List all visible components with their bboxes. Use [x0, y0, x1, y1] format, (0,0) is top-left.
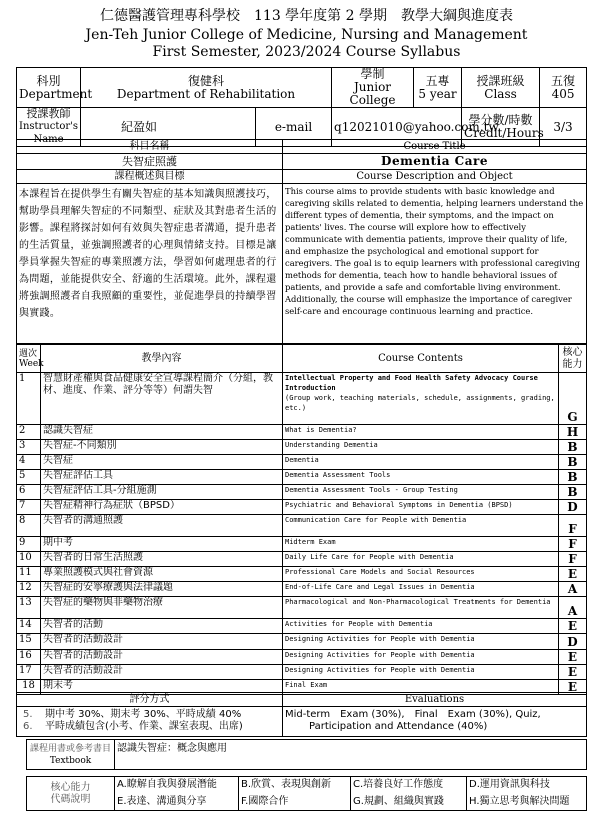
- schedule-rows: [17, 373, 587, 695]
- competency-code: F: [559, 515, 587, 537]
- week-number: 8: [17, 515, 41, 537]
- course-name-label: 科目名稱: [17, 140, 283, 154]
- header-title-zh: 仁德醫護管理專科學校 113 學年度第 2 學期 教學大綱與進度表: [100, 8, 513, 24]
- content-en: Designing Activities for People with Dementia: [283, 665, 559, 680]
- course-info-table: [16, 67, 587, 147]
- content-en: Dementia Assessment Tools: [283, 470, 559, 485]
- content-zh: 失智症的藥物與非藥物治療: [41, 597, 283, 619]
- competency-code: F: [559, 552, 587, 567]
- competency-header: 核心能力: [559, 345, 587, 373]
- content-en: Professional Care Models and Social Resources: [283, 567, 559, 582]
- competency-b: B.欣賞、表現與創新: [239, 777, 351, 794]
- competency-c: C.培養良好工作態度: [351, 777, 467, 794]
- content-en: Communication Care for People with Dementia: [283, 515, 559, 537]
- content-header-en: Course Contents: [283, 345, 559, 373]
- content-en: What is Dementia?: [283, 425, 559, 440]
- competency-codes-table: [26, 776, 587, 811]
- content-zh: 失智者的活動: [41, 619, 283, 634]
- textbook-table: [26, 739, 587, 770]
- schedule-row: [17, 373, 587, 425]
- content-en: Dementia: [283, 455, 559, 470]
- years-value: 五專 5 year: [414, 68, 462, 108]
- competency-e: E.表達、溝通與分享: [115, 794, 239, 811]
- schedule-row: [17, 634, 587, 650]
- week-number: 13: [17, 597, 41, 619]
- class-label: 授課班級 Class: [462, 68, 540, 108]
- header-college-en: Jen-Teh Junior College of Medicine, Nursing and Management: [85, 27, 528, 43]
- content-zh: 期末考: [41, 680, 283, 695]
- email-value: q12021010@yahoo.com.tw: [332, 108, 462, 147]
- content-en: Designing Activities for People with Dementia: [283, 650, 559, 665]
- week-number: 3: [17, 440, 41, 455]
- week-number: 7: [17, 500, 41, 515]
- competency-code: B: [559, 470, 587, 485]
- content-zh: 失智者的活動設計: [41, 650, 283, 665]
- week-number: 18: [17, 680, 41, 695]
- content-zh: 認識失智症: [41, 425, 283, 440]
- content-zh: 失智症的安寧療護與法律議題: [41, 582, 283, 597]
- week-number: 1: [17, 373, 41, 425]
- week-number: 5: [17, 470, 41, 485]
- credit-label: 學分數/時數 Credit/Hours: [462, 108, 540, 147]
- schedule-row: [17, 455, 587, 470]
- content-en: [283, 373, 559, 425]
- course-description-table: [16, 139, 587, 344]
- schedule-row: [17, 470, 587, 485]
- competency-h: H.獨立思考與解決問題: [467, 794, 587, 811]
- competency-code: A: [559, 597, 587, 619]
- competency-a: A.瞭解自我與發展潛能: [115, 777, 239, 794]
- schedule-row: [17, 485, 587, 500]
- week-number: 14: [17, 619, 41, 634]
- course-title-label: Course Title: [283, 140, 587, 154]
- competency-code: D: [559, 500, 587, 515]
- content-zh: 失智者的日常生活照護: [41, 552, 283, 567]
- schedule-row: [17, 650, 587, 665]
- grading-zh: 5. 期中考 30%、期末考 30%、平時成績 40% 6. 平時成績包含(小考、作業、課室表現、出席): [17, 707, 283, 737]
- dept-label: 科別 Department: [17, 68, 81, 108]
- schedule-row: [17, 425, 587, 440]
- content-zh: 失智症: [41, 455, 283, 470]
- schedule-row: [17, 597, 587, 619]
- competency-code: G: [559, 373, 587, 425]
- content-zh: 期中考: [41, 537, 283, 552]
- content-en: Activities for People with Dementia: [283, 619, 559, 634]
- schedule-row: [17, 552, 587, 567]
- week-number: 10: [17, 552, 41, 567]
- competency-code: B: [559, 485, 587, 500]
- grading-label-en: Evaluations: [283, 693, 587, 707]
- content-zh: 失智症-不同類別: [41, 440, 283, 455]
- class-value: 五復 405: [540, 68, 587, 108]
- competency-codes-label: 核心能力 代碼說明: [27, 777, 115, 811]
- competency-code: B: [559, 455, 587, 470]
- content-zh: 失智症評估工具-分組施測: [41, 485, 283, 500]
- textbook-label: 課程用書或參考書目 Textbook: [27, 740, 115, 770]
- week-number: 15: [17, 634, 41, 650]
- week-number: 9: [17, 537, 41, 552]
- system-label: 學制 Junior College: [332, 68, 414, 108]
- course-name-en: Dementia Care: [283, 154, 587, 170]
- content-zh: 失智者的活動設計: [41, 665, 283, 680]
- content-zh: 智慧財產權與食品健康安全宣導課程簡介（分組，教材、進度、作業、評分等等）何謂失智: [41, 373, 283, 425]
- description-label-en: Course Description and Object: [283, 170, 587, 184]
- grading-label-zh: 評分方式: [17, 693, 283, 707]
- competency-code: D: [559, 634, 587, 650]
- textbook-value: 認識失智症：概念與應用: [115, 740, 587, 770]
- week-number: 16: [17, 650, 41, 665]
- competency-code: A: [559, 582, 587, 597]
- grading-en: Mid-term Exam (30%), Final Exam (30%), Quiz, Participation and Attendance (40%): [283, 707, 587, 737]
- content-zh: 專業照護模式與社會資源: [41, 567, 283, 582]
- competency-code: E: [559, 567, 587, 582]
- instructor-value: 紀盈如: [81, 108, 256, 147]
- schedule-table: [16, 344, 587, 695]
- week-number: 17: [17, 665, 41, 680]
- schedule-row: [17, 515, 587, 537]
- content-en: Pharmacological and Non-Pharmacological Treatments for Dementia: [283, 597, 559, 619]
- schedule-row: [17, 537, 587, 552]
- content-header-zh: 教學內容: [41, 345, 283, 373]
- content-en: Midterm Exam: [283, 537, 559, 552]
- instructor-label: 授課教師 Instructor's Name: [17, 108, 81, 147]
- content-en: Daily Life Care for People with Dementia: [283, 552, 559, 567]
- week-number: 11: [17, 567, 41, 582]
- competency-d: D.運用資訊與科技: [467, 777, 587, 794]
- competency-f: F.國際合作: [239, 794, 351, 811]
- week-header: 週次 Week: [17, 345, 41, 373]
- content-en: End-of-Life Care and Legal Issues in Dementia: [283, 582, 559, 597]
- competency-code: B: [559, 440, 587, 455]
- credit-value: 3/3: [540, 108, 587, 147]
- competency-code: E: [559, 650, 587, 665]
- schedule-row: [17, 582, 587, 597]
- content-zh: 失智者的溝通照護: [41, 515, 283, 537]
- grading-table: [16, 692, 587, 737]
- competency-code: E: [559, 619, 587, 634]
- content-en-title: Intellectual Property and Food Health Safety Advocacy Course Introduction: [285, 374, 538, 392]
- competency-code: E: [559, 665, 587, 680]
- content-en: Final Exam: [283, 680, 559, 695]
- week-number: 6: [17, 485, 41, 500]
- header-semester-en: First Semester, 2023/2024 Course Syllabus: [152, 44, 461, 60]
- competency-g: G.規劃、組織與實踐: [351, 794, 467, 811]
- description-en: This course aims to provide students with basic knowledge and caregiving skills related to dementia, helping learners understand the different types of dementia, their symptoms, and the impact on patients' lives. The course will explore how to effectively communicate with dementia patients, improve their quality of life, and emphasize the psychological and emotional support for caregivers. The goal is to equip learners with professional caregiving methods for dementia, teach how to handle behavioral issues of patients, and provide a safe and comfortable living environment. Additionally, the course will emphasize the importance of caregiver self-care and encourage continuous learning and practice.: [283, 184, 587, 344]
- dept-value: 復健科 Department of Rehabilitation: [81, 68, 332, 108]
- competency-code: H: [559, 425, 587, 440]
- competency-code: E: [559, 680, 587, 695]
- content-en-detail: (Group work, teaching materials, schedule, assignments, grading, etc.): [285, 394, 555, 412]
- schedule-row: [17, 665, 587, 680]
- description-label-zh: 課程概述與目標: [17, 170, 283, 184]
- course-name-zh: 失智症照護: [17, 154, 283, 170]
- description-zh: 本課程旨在提供學生有關失智症的基本知識與照護技巧，幫助學員理解失智症的不同類型、症狀及其對患者生活的影響。課程將探討如何有效與失智症患者溝通，提升患者的生活質量，並強調照護者的心理與情緒支持。目標是讓學員掌握失智症的專業照護方法，學習如何處理患者的行為問題，並能提供安全、舒適的生活環境。此外，課程還將強調照護者自我照顧的重要性，並促進學員的持續學習與實踐。: [17, 184, 283, 344]
- content-zh: 失智症評估工具: [41, 470, 283, 485]
- schedule-row: [17, 500, 587, 515]
- schedule-row: [17, 440, 587, 455]
- content-zh: 失智症精神行為症狀（BPSD）: [41, 500, 283, 515]
- content-en: Designing Activities for People with Dementia: [283, 634, 559, 650]
- content-en: Understanding Dementia: [283, 440, 559, 455]
- week-number: 2: [17, 425, 41, 440]
- competency-code: F: [559, 537, 587, 552]
- email-label: e-mail: [256, 108, 332, 147]
- week-number: 12: [17, 582, 41, 597]
- content-zh: 失智者的活動設計: [41, 634, 283, 650]
- schedule-row: [17, 567, 587, 582]
- schedule-row: [17, 619, 587, 634]
- content-en: Dementia Assessment Tools - Group Testing: [283, 485, 559, 500]
- content-en: Psychiatric and Behavioral Symptoms in Dementia (BPSD): [283, 500, 559, 515]
- week-number: 4: [17, 455, 41, 470]
